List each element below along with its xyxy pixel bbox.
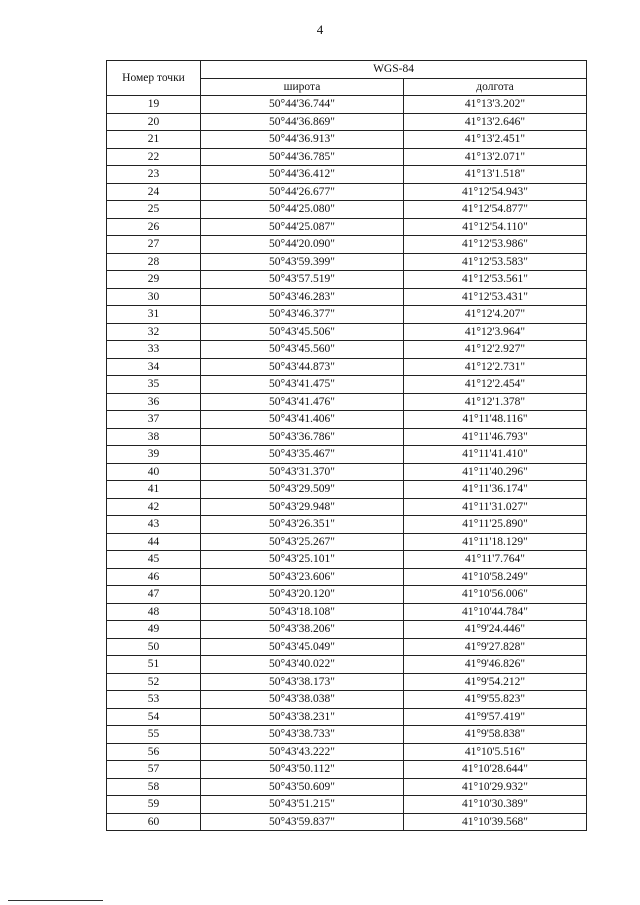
longitude-cell: 41°10'39.568" [404,813,587,831]
table-row [107,428,587,446]
point-number-cell: 28 [107,253,201,271]
table-row [107,481,587,499]
longitude-cell: 41°12'2.454" [404,376,587,394]
table-row [107,516,587,534]
table-row [107,656,587,674]
latitude-cell: 50°44'36.412" [201,166,404,184]
latitude-cell: 50°43'50.609" [201,778,404,796]
point-number-cell: 32 [107,323,201,341]
table-row [107,376,587,394]
table-row [107,726,587,744]
longitude-cell: 41°13'2.646" [404,113,587,131]
latitude-cell: 50°43'29.509" [201,481,404,499]
longitude-cell: 41°13'3.202" [404,96,587,114]
table-row [107,288,587,306]
latitude-cell: 50°43'46.377" [201,306,404,324]
latitude-cell: 50°43'59.837" [201,813,404,831]
point-number-cell: 24 [107,183,201,201]
latitude-cell: 50°43'43.222" [201,743,404,761]
longitude-cell: 41°13'2.071" [404,148,587,166]
longitude-cell: 41°9'58.838" [404,726,587,744]
latitude-cell: 50°43'38.038" [201,691,404,709]
latitude-cell: 50°43'41.406" [201,411,404,429]
table-row [107,446,587,464]
header-coordinate-system: WGS-84 [201,61,587,79]
latitude-cell: 50°43'35.467" [201,446,404,464]
point-number-cell: 34 [107,358,201,376]
latitude-cell: 50°43'41.476" [201,393,404,411]
table-row [107,621,587,639]
latitude-cell: 50°43'25.101" [201,551,404,569]
point-number-cell: 37 [107,411,201,429]
latitude-cell: 50°43'40.022" [201,656,404,674]
table-row [107,691,587,709]
longitude-cell: 41°9'55.823" [404,691,587,709]
point-number-cell: 23 [107,166,201,184]
table-row [107,463,587,481]
table-row [107,498,587,516]
point-number-cell: 20 [107,113,201,131]
point-number-cell: 49 [107,621,201,639]
table-row [107,411,587,429]
longitude-cell: 41°10'44.784" [404,603,587,621]
table-row [107,796,587,814]
latitude-cell: 50°43'57.519" [201,271,404,289]
table-row [107,253,587,271]
longitude-cell: 41°9'54.212" [404,673,587,691]
latitude-cell: 50°44'36.744" [201,96,404,114]
longitude-cell: 41°12'53.986" [404,236,587,254]
latitude-cell: 50°43'25.267" [201,533,404,551]
latitude-cell: 50°43'38.206" [201,621,404,639]
longitude-cell: 41°12'54.110" [404,218,587,236]
table-row [107,306,587,324]
longitude-cell: 41°10'30.389" [404,796,587,814]
latitude-cell: 50°43'51.215" [201,796,404,814]
point-number-cell: 43 [107,516,201,534]
footnote-divider [8,900,103,901]
table-row [107,778,587,796]
point-number-cell: 55 [107,726,201,744]
point-number-cell: 58 [107,778,201,796]
point-number-cell: 30 [107,288,201,306]
longitude-cell: 41°10'56.006" [404,586,587,604]
point-number-cell: 35 [107,376,201,394]
table-row [107,673,587,691]
latitude-cell: 50°44'36.913" [201,131,404,149]
latitude-cell: 50°43'29.948" [201,498,404,516]
table-row [107,533,587,551]
point-number-cell: 31 [107,306,201,324]
longitude-cell: 41°13'1.518" [404,166,587,184]
table-body [107,96,587,831]
longitude-cell: 41°12'3.964" [404,323,587,341]
point-number-cell: 41 [107,481,201,499]
latitude-cell: 50°43'45.049" [201,638,404,656]
table-row [107,358,587,376]
table-row [107,236,587,254]
point-number-cell: 21 [107,131,201,149]
latitude-cell: 50°43'59.399" [201,253,404,271]
latitude-cell: 50°43'50.112" [201,761,404,779]
header-longitude: долгота [404,78,587,96]
latitude-cell: 50°43'20.120" [201,586,404,604]
latitude-cell: 50°43'41.475" [201,376,404,394]
table-row [107,586,587,604]
point-number-cell: 45 [107,551,201,569]
table-row [107,708,587,726]
table-row [107,551,587,569]
header-point-number: Номер точки [107,61,201,96]
latitude-cell: 50°43'45.560" [201,341,404,359]
table-row [107,218,587,236]
table-row [107,96,587,114]
longitude-cell: 41°9'24.446" [404,621,587,639]
longitude-cell: 41°11'41.410" [404,446,587,464]
table-row [107,341,587,359]
table-row [107,393,587,411]
latitude-cell: 50°43'36.786" [201,428,404,446]
longitude-cell: 41°11'31.027" [404,498,587,516]
point-number-cell: 53 [107,691,201,709]
point-number-cell: 51 [107,656,201,674]
longitude-cell: 41°12'53.583" [404,253,587,271]
longitude-cell: 41°9'27.828" [404,638,587,656]
point-number-cell: 40 [107,463,201,481]
page-number: 4 [316,22,324,37]
table-row [107,113,587,131]
latitude-cell: 50°43'26.351" [201,516,404,534]
point-number-cell: 39 [107,446,201,464]
table-row [107,148,587,166]
table-row [107,166,587,184]
point-number-cell: 57 [107,761,201,779]
latitude-cell: 50°44'36.785" [201,148,404,166]
longitude-cell: 41°11'46.793" [404,428,587,446]
table-row [107,638,587,656]
table-row [107,323,587,341]
latitude-cell: 50°43'18.108" [201,603,404,621]
longitude-cell: 41°11'36.174" [404,481,587,499]
point-number-cell: 52 [107,673,201,691]
latitude-cell: 50°43'46.283" [201,288,404,306]
longitude-cell: 41°12'54.877" [404,201,587,219]
latitude-cell: 50°44'20.090" [201,236,404,254]
point-number-cell: 56 [107,743,201,761]
longitude-cell: 41°10'5.516" [404,743,587,761]
table-row [107,568,587,586]
point-number-cell: 59 [107,796,201,814]
latitude-cell: 50°43'38.231" [201,708,404,726]
latitude-cell: 50°43'38.173" [201,673,404,691]
longitude-cell: 41°10'29.932" [404,778,587,796]
point-number-cell: 47 [107,586,201,604]
longitude-cell: 41°9'57.419" [404,708,587,726]
longitude-cell: 41°10'58.249" [404,568,587,586]
longitude-cell: 41°11'18.129" [404,533,587,551]
longitude-cell: 41°11'7.764" [404,551,587,569]
point-number-cell: 50 [107,638,201,656]
point-number-cell: 44 [107,533,201,551]
latitude-cell: 50°43'38.733" [201,726,404,744]
point-number-cell: 42 [107,498,201,516]
longitude-cell: 41°9'46.826" [404,656,587,674]
longitude-cell: 41°10'28.644" [404,761,587,779]
point-number-cell: 38 [107,428,201,446]
table-row [107,201,587,219]
table-row [107,761,587,779]
point-number-cell: 29 [107,271,201,289]
table-row [107,813,587,831]
latitude-cell: 50°43'23.606" [201,568,404,586]
longitude-cell: 41°12'1.378" [404,393,587,411]
latitude-cell: 50°44'36.869" [201,113,404,131]
longitude-cell: 41°11'25.890" [404,516,587,534]
point-number-cell: 22 [107,148,201,166]
point-number-cell: 27 [107,236,201,254]
header-latitude: широта [201,78,404,96]
point-number-cell: 54 [107,708,201,726]
table-row [107,131,587,149]
longitude-cell: 41°11'40.296" [404,463,587,481]
point-number-cell: 48 [107,603,201,621]
point-number-cell: 25 [107,201,201,219]
longitude-cell: 41°12'53.561" [404,271,587,289]
table-row [107,743,587,761]
longitude-cell: 41°12'54.943" [404,183,587,201]
point-number-cell: 26 [107,218,201,236]
latitude-cell: 50°44'25.080" [201,201,404,219]
longitude-cell: 41°11'48.116" [404,411,587,429]
table-row [107,183,587,201]
table-row [107,603,587,621]
latitude-cell: 50°44'26.677" [201,183,404,201]
point-number-cell: 60 [107,813,201,831]
latitude-cell: 50°43'31.370" [201,463,404,481]
longitude-cell: 41°12'4.207" [404,306,587,324]
latitude-cell: 50°44'25.087" [201,218,404,236]
longitude-cell: 41°13'2.451" [404,131,587,149]
point-number-cell: 33 [107,341,201,359]
table-row [107,271,587,289]
longitude-cell: 41°12'53.431" [404,288,587,306]
point-number-cell: 46 [107,568,201,586]
coordinates-table [106,60,587,831]
latitude-cell: 50°43'44.873" [201,358,404,376]
point-number-cell: 19 [107,96,201,114]
longitude-cell: 41°12'2.927" [404,341,587,359]
longitude-cell: 41°12'2.731" [404,358,587,376]
latitude-cell: 50°43'45.506" [201,323,404,341]
point-number-cell: 36 [107,393,201,411]
